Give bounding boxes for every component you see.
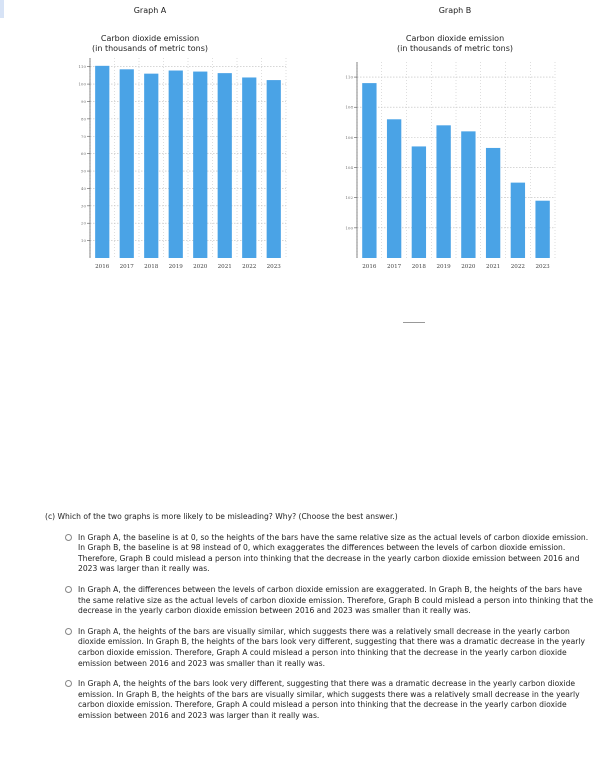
graph-b-x-label-2021: 2021 <box>486 264 501 270</box>
graph-b-ytick-label-4: 108 <box>345 104 353 110</box>
graph-b <box>305 0 605 290</box>
graph-a <box>0 0 300 290</box>
graph-b-ytick-label-0: 100 <box>345 225 353 231</box>
answer-option-3[interactable] <box>65 627 605 669</box>
graph-a-label: Graph A <box>133 6 167 15</box>
answer-option-4-text: In Graph A, the heights of the bars look very different, suggesting that there was a dramatic decrease in the yearly carbon dioxide emission. In Graph B, the heights of the bars are visually similar, which suggests there was a relatively small decrease in the yearly carbon dioxide emission. Therefore, Graph A could mislead a person into thinking that the decrease in the yearly carbon dioxide emission between 2016 and 2023 was larger than it really was. <box>78 679 580 720</box>
graph-a-ytick-label-5: 60 <box>80 151 86 157</box>
graph-a-ytick-label-7: 80 <box>80 116 86 122</box>
answer-option-4[interactable] <box>65 679 605 721</box>
graph-a-ytick-label-2: 30 <box>80 203 86 209</box>
graph-a-x-label-2022: 2022 <box>242 264 257 270</box>
graph-b-bar-2018 <box>412 146 426 258</box>
graph-a-x-label-2019: 2019 <box>168 264 183 270</box>
graph-b-bar-2016 <box>362 83 376 258</box>
graph-a-x-label-2016: 2016 <box>95 264 110 270</box>
graph-b-bar-2023 <box>535 201 549 258</box>
graph-a-title: Carbon dioxide emission <box>100 34 200 43</box>
graph-b-ytick-label-3: 106 <box>345 134 353 140</box>
graph-b-x-label-2022: 2022 <box>510 264 525 270</box>
graph-b-bar-2019 <box>436 125 450 258</box>
graph-b-subtitle: (in thousands of metric tons) <box>396 44 513 53</box>
graph-b-bar-2020 <box>461 131 475 258</box>
graph-a-chart <box>0 0 300 290</box>
radio-button-1[interactable] <box>65 534 72 541</box>
graph-b-x-label-2017: 2017 <box>387 264 402 270</box>
graph-a-x-label-2020: 2020 <box>193 264 208 270</box>
graph-b-bar-2021 <box>486 148 500 258</box>
graph-a-bar-2017 <box>120 69 134 258</box>
graph-a-bar-2016 <box>95 66 109 258</box>
separator-dash <box>403 322 425 323</box>
graph-b-bar-2022 <box>511 183 525 258</box>
graph-a-bar-2018 <box>144 74 158 258</box>
radio-button-4[interactable] <box>65 680 72 687</box>
answer-option-3-text: In Graph A, the heights of the bars are visually similar, which suggests there was a relatively small decrease in the yearly carbon dioxide emission. In Graph B, the heights of the bars look very different, suggesting that there was a dramatic decrease in the yearly carbon dioxide emission. Therefore, Graph A could mislead a person into thinking that the decrease in the yearly carbon dioxide emission between 2016 and 2023 was smaller than it really was. <box>78 626 585 668</box>
graph-a-subtitle: (in thousands of metric tons) <box>91 44 208 53</box>
graph-b-label: Graph B <box>438 6 472 15</box>
graph-a-ytick-label-1: 20 <box>80 220 86 226</box>
graph-a-ytick-label-3: 40 <box>80 185 86 191</box>
question-block <box>45 512 605 732</box>
graph-a-bar-2021 <box>218 73 232 258</box>
graph-a-ytick-label-8: 90 <box>80 98 86 104</box>
graph-a-bar-2020 <box>193 72 207 258</box>
graph-b-x-label-2023: 2023 <box>535 264 550 270</box>
graph-a-bar-2022 <box>242 77 256 258</box>
graph-a-ytick-label-6: 70 <box>80 133 86 139</box>
graph-b-ytick-label-5: 110 <box>345 74 353 80</box>
graph-b-x-label-2018: 2018 <box>411 264 426 270</box>
graph-b-x-label-2019: 2019 <box>436 264 451 270</box>
graph-a-bar-2019 <box>169 71 183 258</box>
answer-option-2[interactable] <box>65 585 605 617</box>
question-text: (c) Which of the two graphs is more likely to be misleading? Why? (Choose the best answer.) <box>45 512 398 521</box>
graph-a-x-label-2018: 2018 <box>144 264 159 270</box>
graph-b-ytick-label-2: 104 <box>345 165 353 171</box>
graph-a-bar-2023 <box>267 80 281 258</box>
graph-b-bar-2017 <box>387 119 401 258</box>
graph-a-ytick-label-4: 50 <box>80 168 86 174</box>
graph-b-x-label-2020: 2020 <box>461 264 476 270</box>
graph-b-chart <box>305 0 605 290</box>
graph-a-ytick-label-9: 100 <box>78 81 86 87</box>
graph-a-x-label-2023: 2023 <box>266 264 281 270</box>
radio-button-2[interactable] <box>65 586 72 593</box>
answer-option-1-text: In Graph A, the baseline is at 0, so the heights of the bars have the same relative size as the actual levels of carbon dioxide emission. In Graph B, the baseline is at 98 instead of 0, which exaggerates the differences between the levels of carbon dioxide emission. Therefore, Graph B could mislead a person into thinking that the decrease in the yearly carbon dioxide emission between 2016 and 2023 was larger than it really was. <box>78 532 589 574</box>
radio-button-3[interactable] <box>65 628 72 635</box>
graph-b-x-label-2016: 2016 <box>362 264 377 270</box>
answer-option-2-text: In Graph A, the differences between the levels of carbon dioxide emission are exaggerated. In Graph B, the heights of the bars have the same relative size as the actual levels of carbon dioxide emission. Therefore, Graph B could mislead a person into thinking that the decrease in the yearly carbon dioxide emission between 2016 and 2023 was smaller than it really was. <box>78 584 594 616</box>
graph-b-title: Carbon dioxide emission <box>405 34 505 43</box>
graph-a-x-label-2017: 2017 <box>119 264 134 270</box>
graph-b-ytick-label-1: 102 <box>345 195 353 201</box>
graph-a-ytick-label-0: 10 <box>80 238 86 244</box>
graph-a-ytick-label-10: 110 <box>78 64 86 70</box>
graph-a-x-label-2021: 2021 <box>217 264 232 270</box>
answer-option-1[interactable] <box>65 533 605 575</box>
